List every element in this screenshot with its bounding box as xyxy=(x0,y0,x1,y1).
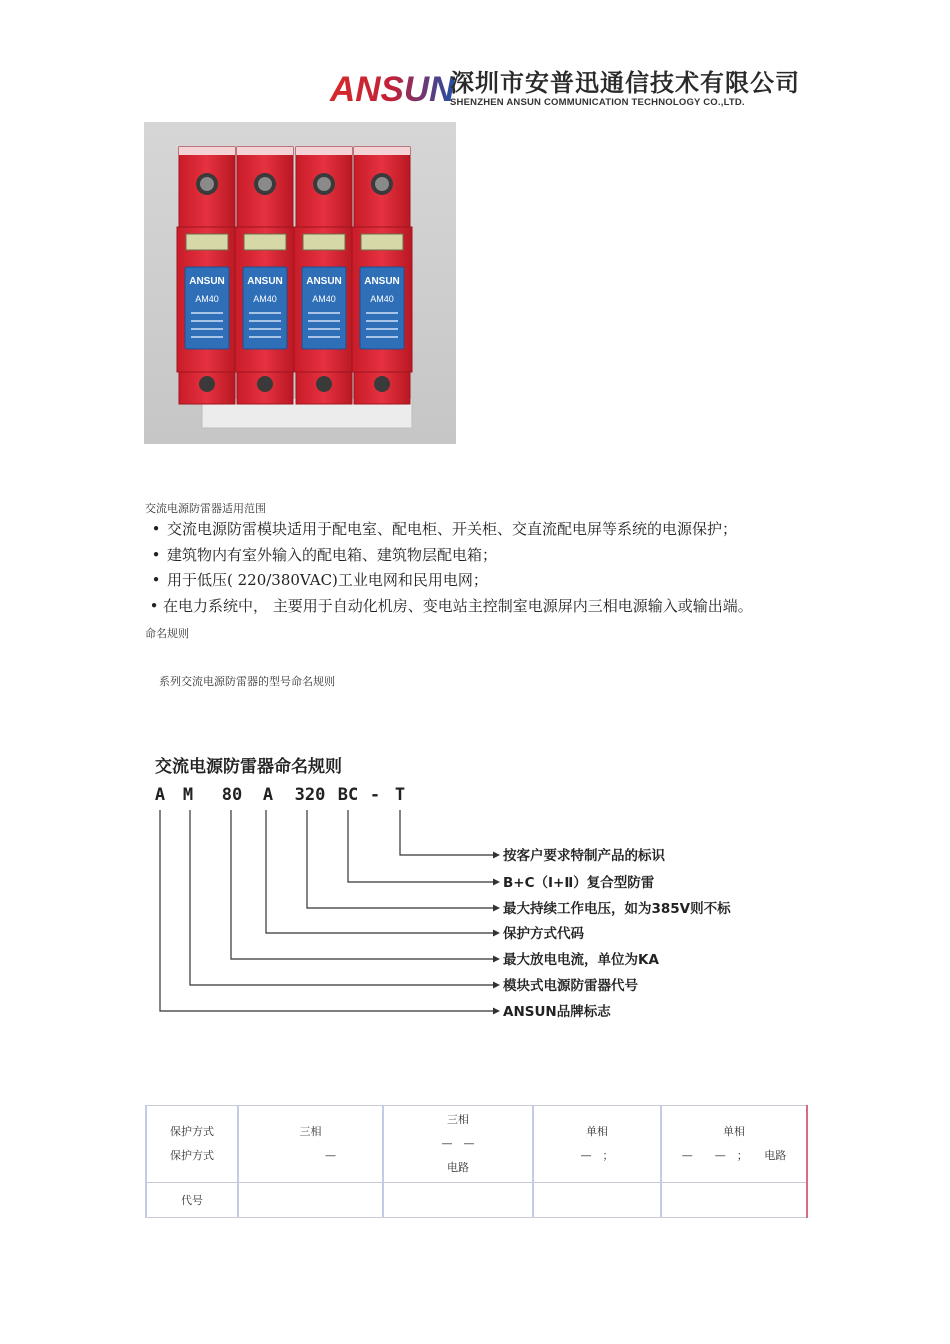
arrow-head-icon xyxy=(493,1008,500,1015)
status-window xyxy=(303,234,345,250)
leader-line xyxy=(348,810,493,882)
code-part: A xyxy=(262,785,274,805)
scope-item-text: 在电力系统中， 主要用于自动化机房、变电站主控制室电源屏内三相电源输入或输出端。 xyxy=(163,596,753,615)
arrow-head-icon xyxy=(493,905,500,912)
table-cell-text: 三相 xyxy=(447,1113,469,1126)
status-window xyxy=(186,234,228,250)
module-model: AM40 xyxy=(253,294,277,304)
table-cell-text: 单相 xyxy=(586,1125,608,1138)
table-cell-text: — ； xyxy=(580,1149,614,1162)
code-part: A xyxy=(154,785,166,805)
naming-rule-diagram xyxy=(150,752,790,1032)
module-brand: ANSUN xyxy=(247,276,283,287)
scope-title: 交流电源防雷器适用范围 xyxy=(145,502,266,515)
naming-label: 保护方式代码 xyxy=(503,926,584,942)
table-cell xyxy=(661,1183,807,1218)
table-header-cell xyxy=(146,1106,238,1183)
code-part: 320 xyxy=(294,785,326,805)
ansun-logo xyxy=(330,70,455,109)
table-cell-text: 单相 xyxy=(723,1125,745,1138)
product-photo xyxy=(144,122,456,444)
screw-terminal-icon xyxy=(374,376,390,392)
series-naming-subtitle: 系列交流电源防雷器的型号命名规则 xyxy=(159,675,335,688)
table-row xyxy=(146,1106,807,1183)
table-cell xyxy=(533,1183,661,1218)
naming-label: B+C（Ⅰ+Ⅱ）复合型防雷 xyxy=(503,875,655,891)
naming-label: 最大放电电流，单位为KA xyxy=(503,952,659,968)
code-part: BC xyxy=(337,785,359,805)
naming-label: 按客户要求特制产品的标识 xyxy=(503,848,665,864)
spd-module xyxy=(177,147,237,404)
table-cell-text: 电路 xyxy=(447,1161,469,1174)
bullet-icon: • xyxy=(149,596,159,615)
screw-terminal-icon xyxy=(316,376,332,392)
leader-line xyxy=(231,810,493,959)
bullet-icon: • xyxy=(151,545,161,564)
module-model: AM40 xyxy=(312,294,336,304)
diagram-title: 交流电源防雷器命名规则 xyxy=(155,757,342,777)
list-item xyxy=(145,594,753,620)
arrow-head-icon xyxy=(493,879,500,886)
table-cell-text: — xyxy=(325,1149,336,1162)
list-item xyxy=(145,568,753,594)
bullet-icon: • xyxy=(151,571,161,589)
code-part: M xyxy=(182,785,194,805)
scope-list xyxy=(145,517,753,619)
table-cell xyxy=(383,1106,533,1183)
table-cell xyxy=(661,1106,807,1183)
arrow-head-icon xyxy=(493,982,500,989)
screw-terminal-icon xyxy=(257,376,273,392)
spd-module xyxy=(235,147,295,404)
spd-module xyxy=(294,147,354,404)
module-model: AM40 xyxy=(370,294,394,304)
leader-line xyxy=(266,810,493,933)
table-cell-text: 保护方式 xyxy=(170,1125,214,1138)
naming-label: ANSUN品牌标志 xyxy=(503,1004,611,1020)
table-cell-text: — — ； 电路 xyxy=(681,1149,787,1162)
protection-mode-table xyxy=(145,1105,806,1220)
table-cell xyxy=(238,1106,383,1183)
arrow-head-icon xyxy=(493,956,500,963)
table-cell-text: 保护方式 xyxy=(170,1149,214,1162)
scope-item-text: 用于低压( 220/380VAC)工业电网和民用电网； xyxy=(167,571,488,589)
status-window xyxy=(361,234,403,250)
code-part: - xyxy=(369,785,381,805)
company-name-block xyxy=(450,70,800,109)
table-header-cell: 代号 xyxy=(146,1183,238,1218)
screw-terminal-icon xyxy=(199,376,215,392)
module-brand: ANSUN xyxy=(364,276,400,287)
module-brand: ANSUN xyxy=(189,276,225,287)
naming-title: 命名规则 xyxy=(145,627,189,640)
company-name-en: SHENZHEN ANSUN COMMUNICATION TECHNOLOGY CO.,LTD. xyxy=(450,97,745,108)
code-part: 80 xyxy=(221,785,243,805)
list-item xyxy=(145,543,753,569)
table-row xyxy=(146,1183,807,1218)
arrow-head-icon xyxy=(493,930,500,937)
leader-line xyxy=(160,810,493,1011)
table-cell xyxy=(238,1183,383,1218)
status-window xyxy=(244,234,286,250)
bullet-icon: • xyxy=(151,520,161,538)
module-brand: ANSUN xyxy=(306,276,342,287)
leader-line xyxy=(400,810,493,855)
code-part: T xyxy=(394,785,406,805)
table-cell xyxy=(533,1106,661,1183)
list-item xyxy=(145,517,753,543)
brand-logo-text: ANSUN xyxy=(330,70,455,109)
spd-module xyxy=(352,147,412,404)
table-cell xyxy=(383,1183,533,1218)
company-name-zh: 深圳市安普迅通信技术有限公司 xyxy=(450,69,800,97)
arrow-head-icon xyxy=(493,852,500,859)
table-cell-text: 三相 xyxy=(299,1125,322,1138)
scope-item-text: 建筑物内有室外输入的配电箱、建筑物层配电箱； xyxy=(167,545,498,564)
table-cell-text: — — xyxy=(441,1137,475,1150)
scope-item-text: 交流电源防雷模块适用于配电室、配电柜、开关柜、交直流配电屏等系统的电源保护； xyxy=(167,520,738,538)
naming-label: 最大持续工作电压，如为385V则不标 xyxy=(503,901,731,917)
module-model: AM40 xyxy=(195,294,219,304)
naming-label: 模块式电源防雷器代号 xyxy=(503,978,638,994)
